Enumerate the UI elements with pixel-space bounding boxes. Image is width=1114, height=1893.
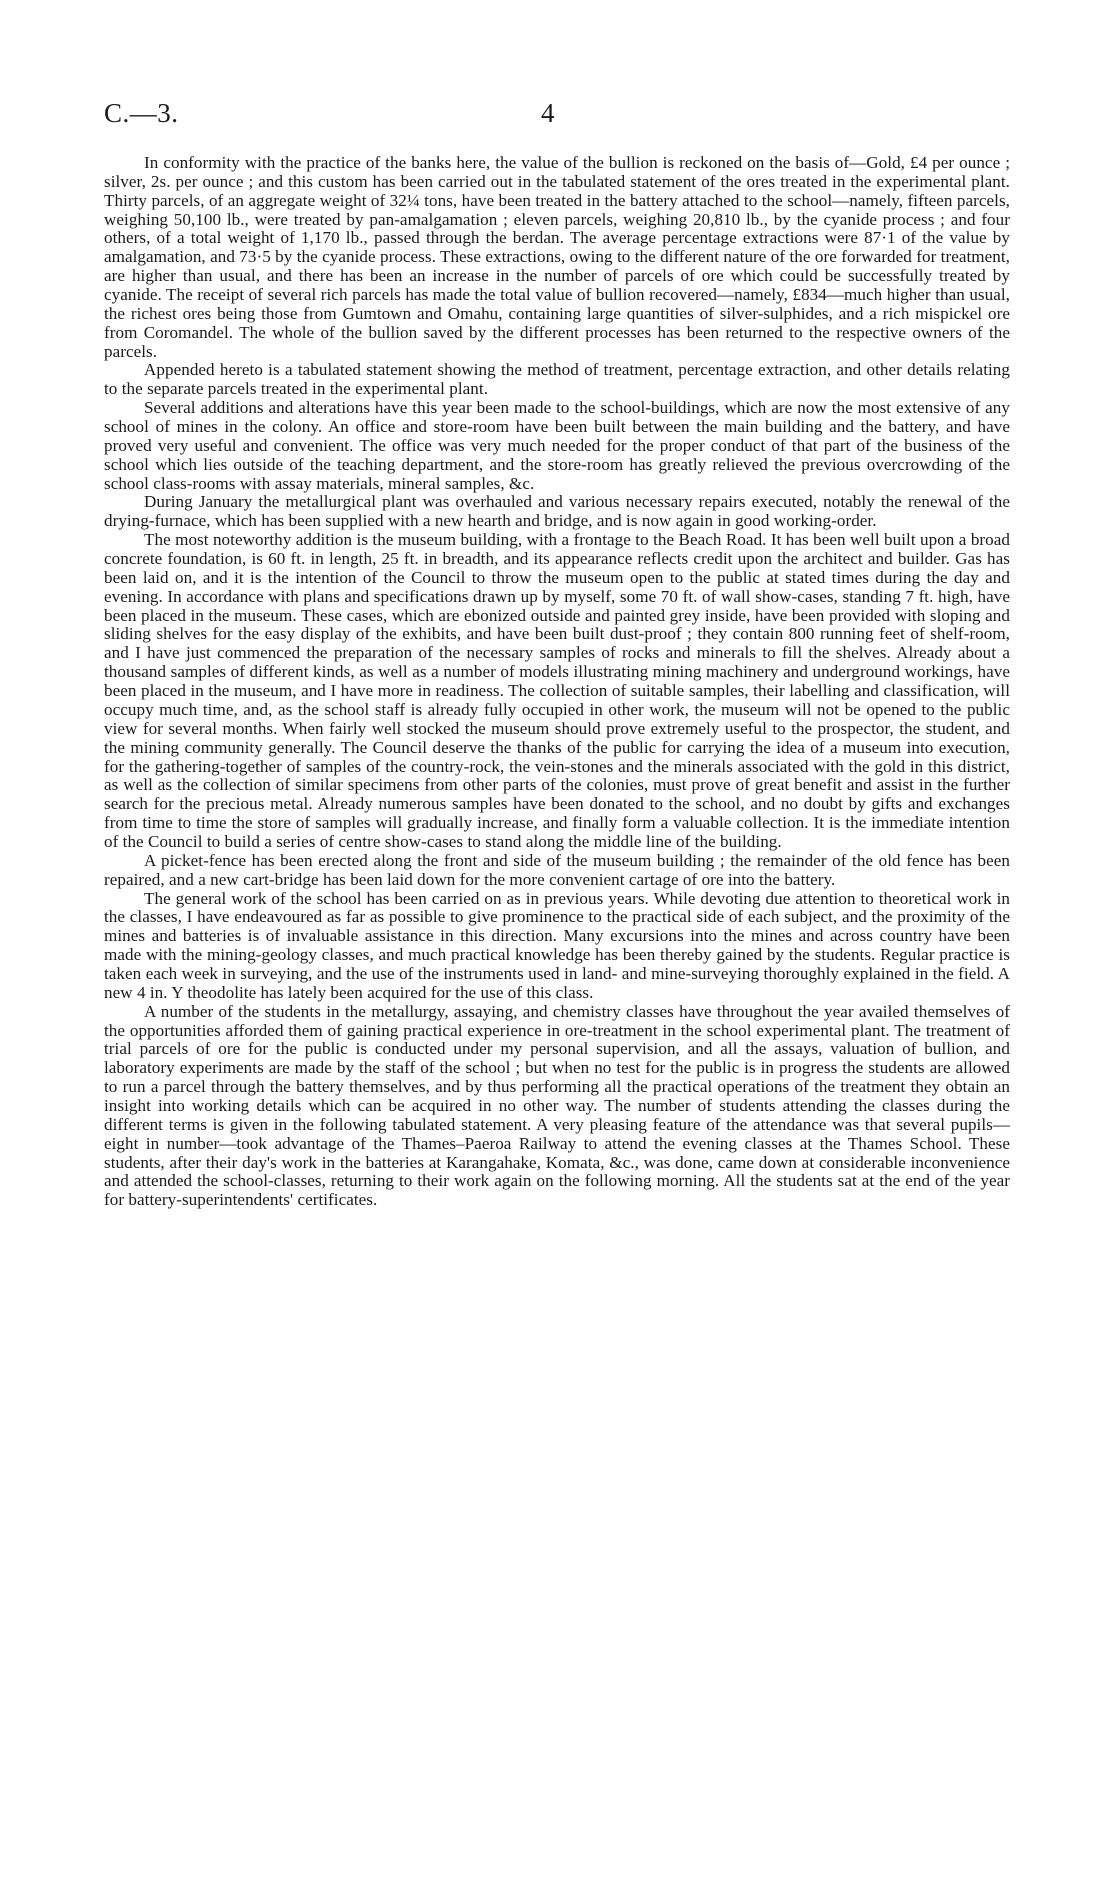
paragraph-plant-overhaul: During January the metallurgical plant was overhauled and various necessary repairs executed, notably the renewal of the drying-furnace, which has been supplied with a new hearth and bridge, and is now again in good working-order. xyxy=(104,492,1010,531)
paragraph-tabulated-statement: Appended hereto is a tabulated statement showing the method of treatment, percentage extraction, and other details relating to the separate parcels treated in the experimental plant. xyxy=(104,360,1010,399)
page-number: 4 xyxy=(541,98,555,128)
report-body xyxy=(104,154,1010,1210)
page-header xyxy=(104,98,1010,132)
paragraph-building-additions: Several additions and alterations have this year been made to the school-buildings, which are now the most extensive of any school of mines in the colony. An office and store-room have been built between the main building and the battery, and have proved very useful and convenient. The office was very much needed for the proper conduct of that part of the business of the school which lies outside of the teaching department, and the store-room has greatly relieved the previous overcrowding of the school class-rooms with assay materials, mineral samples, &c. xyxy=(104,398,1010,493)
paragraph-bullion-valuation: In conformity with the practice of the banks here, the value of the bullion is reckoned on the basis of—Gold, £4 per ounce ; silver, 2s. per ounce ; and this custom has been carried out in the tabulated statement of the ores treated in the experimental plant. Thirty parcels, of an aggregate weight of 32¼ tons, have been treated in the battery attached to the school—namely, fifteen parcels, weighing 50,100 lb., were treated by pan-amalgamation ; eleven parcels, weighing 20,810 lb., by the cyanide process ; and four others, of a total weight of 1,170 lb., passed through the berdan. The average percentage extractions were 87·1 of the value by amalgamation, and 73·5 by the cyanide process. These extractions, owing to the different nature of the ore forwarded for treatment, are higher than usual, and there has been an increase in the number of parcels of ore which could be successfully treated by cyanide. The receipt of several rich parcels has made the total value of bullion recovered—namely, £834—much higher than usual, the richest ores being those from Gumtown and Omahu, containing large quantities of silver-sulphides, and a rich mispickel ore from Coromandel. The whole of the bullion saved by the different processes has been returned to the respective owners of the parcels. xyxy=(104,153,1010,361)
document-reference: C.—3. xyxy=(104,98,179,128)
paragraph-general-work: The general work of the school has been carried on as in previous years. While devoting due attention to theoretical work in the classes, I have endeavoured as far as possible to give prominence to the practical side of each subject, and the proximity of the mines and batteries is of invaluable assistance in this direction. Many excursions into the mines and across country have been made with the mining-geology classes, and much practical knowledge has been thereby gained by the students. Regular practice is taken each week in surveying, and the use of the instruments used in land- and mine-surveying thoroughly explained in the field. A new 4 in. Y theodolite has lately been acquired for the use of this class. xyxy=(104,888,1010,1002)
paragraph-museum-building: The most noteworthy addition is the museum building, with a frontage to the Beach Road. It has been well built upon a broad concrete foundation, is 60 ft. in length, 25 ft. in breadth, and its appearance reflects credit upon the architect and builder. Gas has been laid on, and it is the intention of the Council to throw the museum open to the public at stated times during the day and evening. In accordance with plans and specifications drawn up by myself, some 70 ft. of wall show-cases, standing 7 ft. high, have been placed in the museum. These cases, which are ebonized outside and painted grey inside, have been provided with sloping and sliding shelves for the easy display of the exhibits, and have been built dust-proof ; they contain 800 running feet of shelf-room, and I have just commenced the preparation of the necessary samples of rocks and minerals to fill the shelves. Already about a thousand samples of different kinds, as well as a number of models illustrating mining machinery and underground workings, have been placed in the museum, and I have more in readiness. The collection of suitable samples, their labelling and classification, will occupy much time, and, as the school staff is already fully occupied in other work, the museum will not be opened to the public view for several months. When fairly well stocked the museum should prove extremely useful to the prospector, the student, and the mining community generally. The Council deserve the thanks of the public for carrying the idea of a museum into execution, for the gathering-together of samples of the country-rock, the vein-stones and the minerals associated with the gold in this district, as well as the collection of similar specimens from other parts of the colonies, must prove of great benefit and assist in the further search for the precious metal. Already numerous samples have been donated to the school, and no doubt by gifts and exchanges from time to time the store of samples will gradually increase, and finally form a valuable collection. It is the immediate intention of the Council to build a series of centre show-cases to stand along the middle line of the building. xyxy=(104,530,1010,851)
paragraph-fence: A picket-fence has been erected along the front and side of the museum building ; the remainder of the old fence has been repaired, and a new cart-bridge has been laid down for the more convenient cartage of ore into the battery. xyxy=(104,850,1010,889)
paragraph-students: A number of the students in the metallurgy, assaying, and chemistry classes have throughout the year availed themselves of the opportunities afforded them of gaining practical experience in ore-treatment in the school experimental plant. The treatment of trial parcels of ore for the public is conducted under my personal supervision, and all the assays, valuation of bullion, and laboratory experiments are made by the staff of the school ; but when no test for the public is in progress the students are allowed to run a parcel through the battery themselves, and by thus performing all the practical operations of the treatment they obtain an insight into working details which can be acquired in no other way. The number of students attending the classes during the different terms is given in the following tabulated statement. A very pleasing feature of the attendance was that several pupils—eight in number—took advantage of the Thames–Paeroa Railway to attend the evening classes at the Thames School. These students, after their day's work in the batteries at Karangahake, Komata, &c., was done, came down at considerable inconvenience and attended the school-classes, returning to their work again on the following morning. All the students sat at the end of the year for battery-superintendents' certificates. xyxy=(104,1001,1010,1210)
